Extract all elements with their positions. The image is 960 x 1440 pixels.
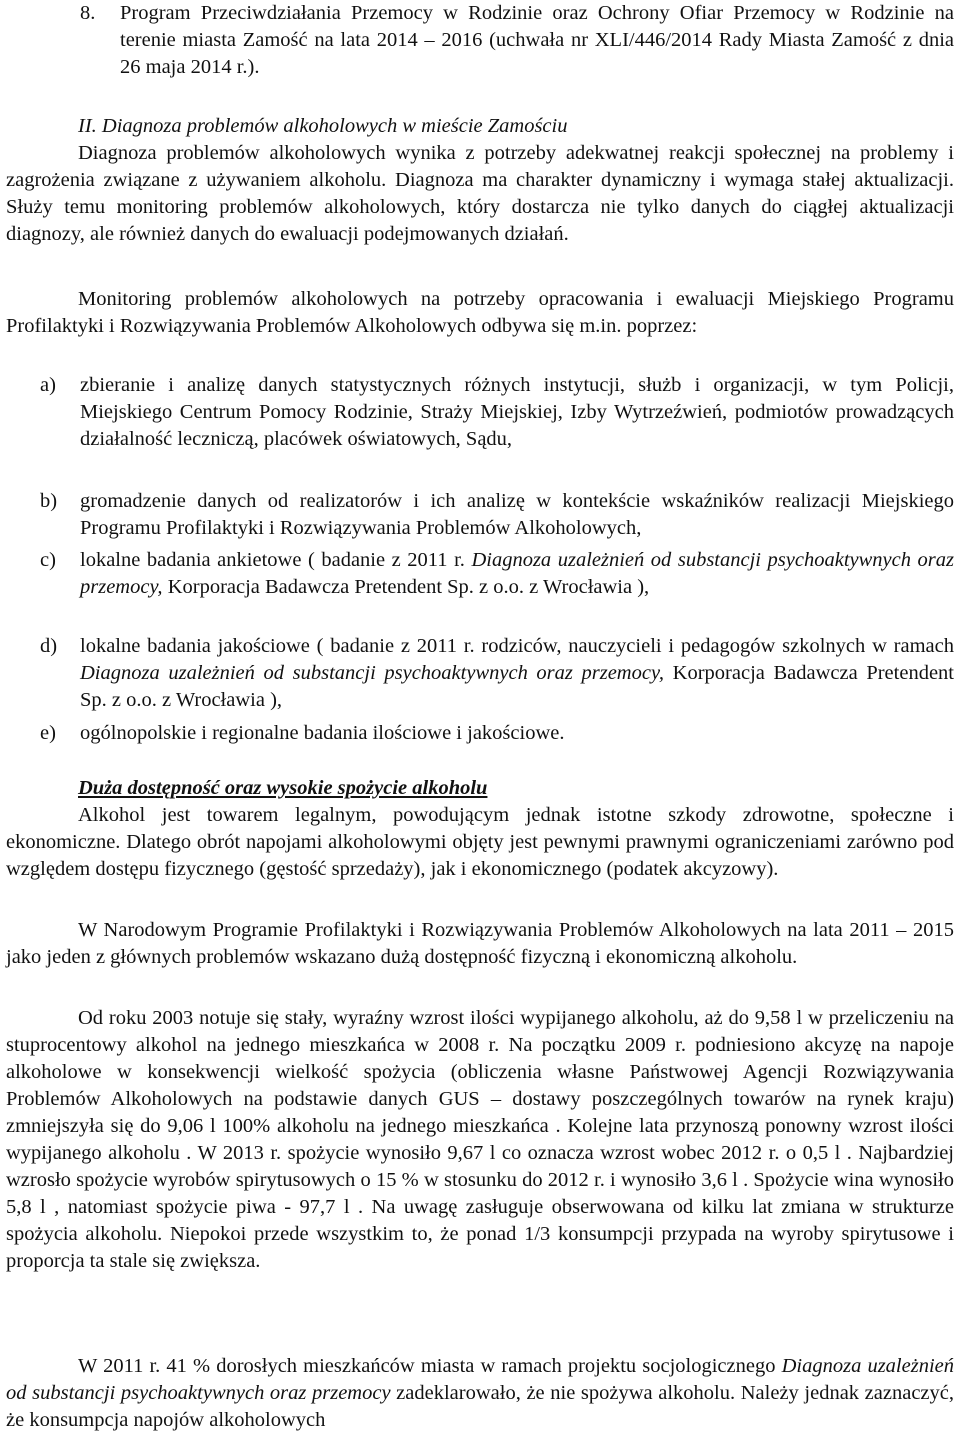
list-item-text: ogólnopolskie i regionalne badania ilościowe i jakościowe. [80,722,565,744]
paragraph: Diagnoza problemów alkoholowych wynika z potrzeby adekwatnej reakcji społecznej na problemy i zagrożenia związane z używaniem alkoholu. Diagnoza ma charakter dynamiczny i wymaga stałej aktualizacji. Służy temu monitoring problemów alkoholowych, który dostarcza nie tylko danych do ciągłej aktualizacji diagnozy, ale również danych do ewaluacji podejmowanych działań. [6,142,954,245]
section-heading-text: Duża dostępność oraz wysokie spożycie alkoholu [78,777,488,799]
list-item-text: gromadzenie danych od realizatorów i ich analizę w kontekście wskaźników realizacji Miejskiego Programu Profilaktyki i Rozwiązywania Problemów Alkoholowych, [80,490,954,539]
list-label: d) [40,635,58,657]
publication-title: Diagnoza uzależnień od substancji psychoaktywnych oraz przemocy, [80,549,954,598]
list-item-text [80,547,954,601]
text-run: W 2011 r. 41 % dorosłych mieszkańców miasta w ramach projektu socjologicznego [78,1355,782,1377]
publication-title: Diagnoza uzależnień od substancji psychoaktywnych oraz przemocy, [80,662,665,684]
list-item-8 [80,0,954,81]
list-label: a) [40,374,56,396]
paragraph: Od roku 2003 notuje się stały, wyraźny wzrost ilości wypijanego alkoholu, aż do 9,58 l w przeliczeniu na stuprocentowy alkohol na jednego mieszkańca w 2008 r. Na początku 2009 r. podniesiono akcyzę na napoje alkoholowe w konsekwencji wielkość spożycia (obliczenia własne Państwowej Agencji Rozwiązywania Problemów Alkoholowych na podstawie danych GUS – dostawy poszczególnych towarów na rynek kraju) zmniejszyła się do 9,06 l 100% alkoholu na jednego mieszkańca . Kolejne lata przynoszą ponowny wzrost ilości wypijanego alkoholu . W 2013 r. spożycie wynosiło 9,67 l co oznacza wzrost wobec 2012 r. o 0,5 l . Najbardziej wzrosło spożycie wyrobów spirytusowych o 15 % w stosunku do 2012 r. i wynosiło 3,6 l . Spożycie wina wynosiło 5,8 l , natomiast spożycie piwa - 97,7 l . Na uwagę zasługuje obserwowana od kilku lat zmiana w strukturze spożycia alkoholu. Niepokoi przede wszystkim to, że ponad 1/3 konsumpcji przypada na wyroby spirytusowe i proporcja ta stale się zwiększa. [6,1007,954,1272]
text-run: lokalne badania jakościowe ( badanie z 2011 r. rodziców, nauczycieli i pedagogów szkolnych w ramach [80,635,954,657]
paragraph: Monitoring problemów alkoholowych na potrzeby opracowania i ewaluacji Miejskiego Programu Profilaktyki i Rozwiązywania Problemów Alkoholowych odbywa się m.in. poprzez: [6,288,954,337]
section-heading: II. Diagnoza problemów alkoholowych w mieście Zamościu [78,115,568,137]
text-run: Korporacja Badawcza Pretendent Sp. z o.o. z Wrocławia ), [80,662,954,711]
list-item-text: Program Przeciwdziałania Przemocy w Rodzinie oraz Ochrony Ofiar Przemocy w Rodzinie na terenie miasta Zamość na lata 2014 – 2016 (uchwała nr XLI/446/2014 Rady Miasta Zamość z dnia 26 maja 2014 r.). [120,2,954,78]
list-item-text: zbieranie i analizę danych statystycznych różnych instytucji, służb i organizacji, w tym Policji, Miejskiego Centrum Pomocy Rodzinie, Straży Miejskiej, Izby Wytrzeźwień, podmiotów prowadzących działalność leczniczą, placówek oświatowych, Sądu, [80,374,954,450]
list-label: c) [40,549,56,571]
list-item-d [6,633,954,714]
paragraph: W Narodowym Programie Profilaktyki i Rozwiązywania Problemów Alkoholowych na lata 2011 – 2015 jako jeden z głównych problemów wskazano dużą dostępność fizyczną i ekonomiczną alkoholu. [6,919,954,968]
list-label: e) [40,722,56,744]
paragraph [6,1353,954,1434]
text-run: Korporacja Badawcza Pretendent Sp. z o.o. z Wrocławia ), [162,576,650,598]
paragraph: Alkohol jest towarem legalnym, powodującym jednak istotne szkody zdrowotne, społeczne i ekonomiczne. Dlatego obrót napojami alkoholowymi objęty jest pewnymi prawnymi ograniczeniami zarówno pod względem dostępu fizycznego (gęstość sprzedaży), jak i ekonomicznego (podatek akcyzowy). [6,804,954,880]
list-number: 8. [80,2,96,24]
list-item-text [80,633,954,714]
list-item-a [6,372,954,453]
publication-title: Diagnoza uzależnień od substancji psychoaktywnych oraz przemocy [6,1355,954,1404]
text-run: lokalne badania ankietowe ( badanie z 2011 r. [80,549,472,571]
section-heading [6,775,954,802]
list-item-c [6,547,954,601]
list-item-b [6,488,954,542]
text-run: zadeklarowało, że nie spożywa alkoholu. Należy jednak zaznaczyć, że konsumpcja napojów alkoholowych [6,1382,954,1431]
list-label: b) [40,490,58,512]
list-item-e [6,720,954,747]
